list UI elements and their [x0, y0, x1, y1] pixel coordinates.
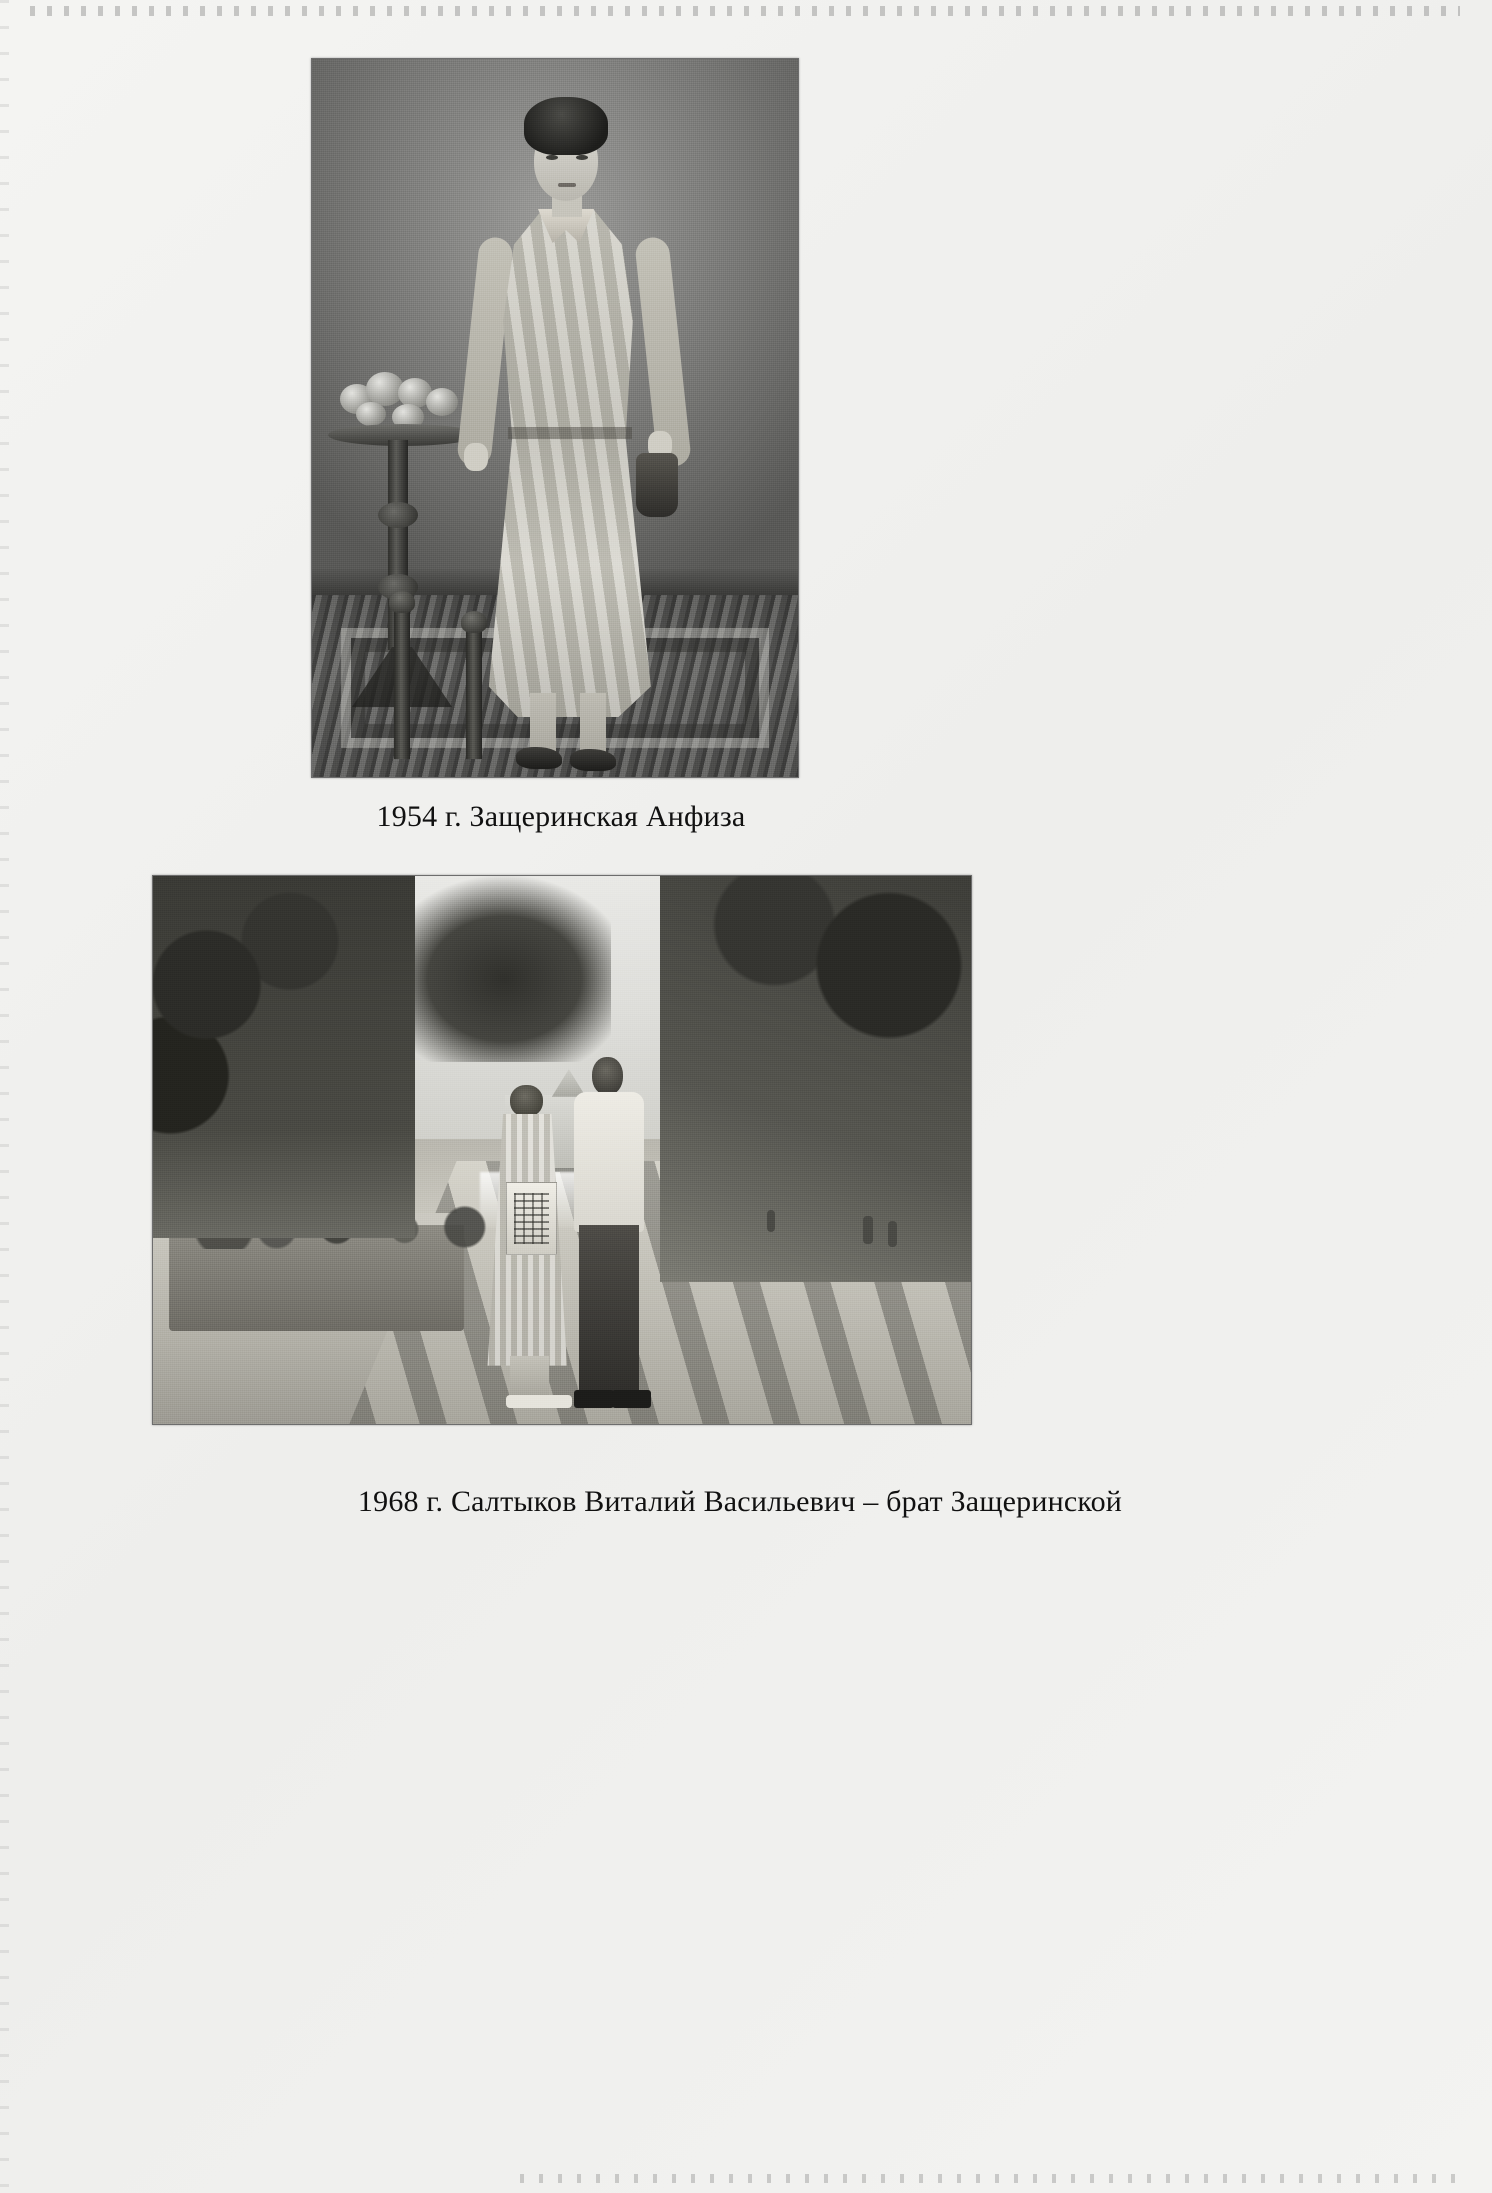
caption-portrait-1954: 1954 г. Защеринская Анфиза — [376, 800, 746, 833]
photo-portrait-1954 — [311, 58, 799, 778]
figure-park-1968 — [152, 875, 1342, 1519]
photo-park-1968 — [152, 875, 972, 1425]
photo-grain-overlay — [312, 59, 798, 777]
figure-portrait-1954 — [311, 58, 811, 834]
scan-artifact-bottom — [520, 2174, 1460, 2183]
scan-artifact-left — [0, 0, 9, 2193]
caption-park-1968: 1968 г. Салтыков Виталий Васильевич – брат Защеринской — [357, 1485, 1123, 1518]
photo-grain-overlay — [153, 876, 971, 1424]
scan-artifact-top — [30, 6, 1460, 16]
